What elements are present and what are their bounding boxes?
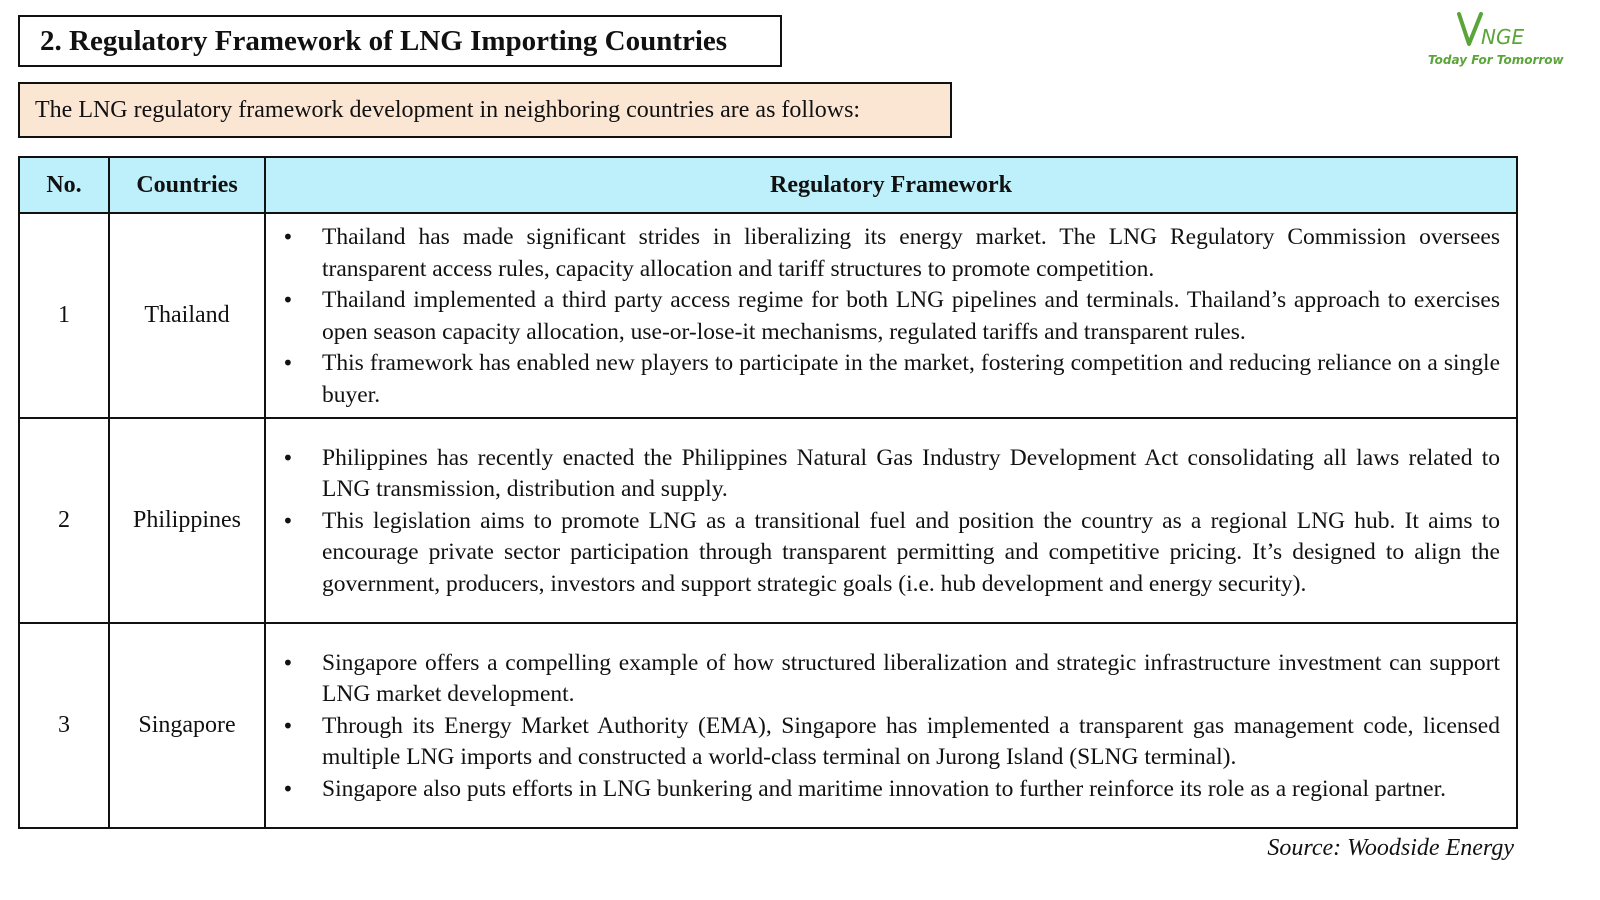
bullet-text: Philippines has recently enacted the Philippines Natural Gas Industry Development Act consolidating all laws related to LNG transmission, distribution and supply. [322, 444, 1500, 503]
row-number: 3 [19, 623, 109, 828]
bullet-list [276, 648, 1500, 806]
header-countries: Countries [109, 157, 265, 213]
framework-description [265, 418, 1517, 623]
bullet-item [276, 774, 1500, 806]
page-title: 2. Regulatory Framework of LNG Importing Countries [18, 15, 782, 67]
bullet-item [276, 506, 1500, 601]
bullet-icon: • [282, 225, 294, 249]
framework-description [265, 623, 1517, 828]
row-number: 2 [19, 418, 109, 623]
bullet-text: Through its Energy Market Authority (EMA), Singapore has implemented a transparent gas management code, licensed multiple LNG imports and constructed a world-class terminal on Jurong Island (SLNG terminal). [322, 712, 1500, 771]
source-citation: Source: Woodside Energy [1267, 835, 1514, 861]
company-logo [1420, 6, 1570, 74]
bullet-text: This framework has enabled new players to participate in the market, fostering competition and reducing reliance on a single buyer. [322, 350, 1500, 408]
bullet-text: Singapore also puts efforts in LNG bunkering and maritime innovation to further reinforce its role as a regional partner. [322, 775, 1446, 802]
bullet-text: Singapore offers a compelling example of how structured liberalization and strategic infrastructure investment can support LNG market development. [322, 649, 1500, 708]
bullet-icon: • [282, 776, 294, 801]
bullet-item [276, 711, 1500, 774]
bullet-icon: • [282, 508, 294, 533]
country-name: Singapore [109, 623, 265, 828]
vnge-logo-icon [1455, 8, 1545, 50]
table-row-thailand [19, 213, 1517, 418]
header-no: No. [19, 157, 109, 213]
bullet-item [276, 285, 1500, 348]
table-row-philippines [19, 418, 1517, 623]
svg-text:NGE: NGE [1481, 25, 1525, 49]
bullet-icon: • [282, 288, 294, 312]
bullet-list [276, 222, 1500, 411]
bullet-icon: • [282, 351, 294, 375]
table-header-row [19, 157, 1517, 213]
table-row-singapore [19, 623, 1517, 828]
logo-tagline: Today For Tomorrow [1428, 53, 1564, 67]
bullet-icon: • [282, 650, 294, 675]
header-regulatory-framework: Regulatory Framework [265, 157, 1517, 213]
bullet-item [276, 648, 1500, 711]
bullet-icon: • [282, 445, 294, 470]
row-number: 1 [19, 213, 109, 418]
bullet-text: This legislation aims to promote LNG as a transitional fuel and position the country as a regional LNG hub. It aims to encourage private sector participation through transparent permitting and competitive pricing. It’s designed to align the government, producers, investors and support strategic goals (i.e. hub development and energy security). [322, 507, 1500, 597]
framework-description [265, 213, 1517, 418]
intro-text: The LNG regulatory framework development in neighboring countries are as follows: [18, 82, 952, 138]
country-name: Thailand [109, 213, 265, 418]
bullet-text: Thailand has made significant strides in liberalizing its energy market. The LNG Regulatory Commission oversees transparent access rules, capacity allocation and tariff structures to promote competition. [322, 224, 1500, 282]
bullet-item [276, 443, 1500, 506]
country-name: Philippines [109, 418, 265, 623]
bullet-icon: • [282, 713, 294, 738]
bullet-item [276, 222, 1500, 285]
bullet-list [276, 443, 1500, 601]
bullet-text: Thailand implemented a third party access regime for both LNG pipelines and terminals. Thailand’s approach to exercises open season capacity allocation, use-or-lose-it mechanisms, regulated tariffs and transparent rules. [322, 287, 1500, 345]
bullet-item [276, 348, 1500, 411]
regulatory-framework-table [18, 156, 1518, 829]
